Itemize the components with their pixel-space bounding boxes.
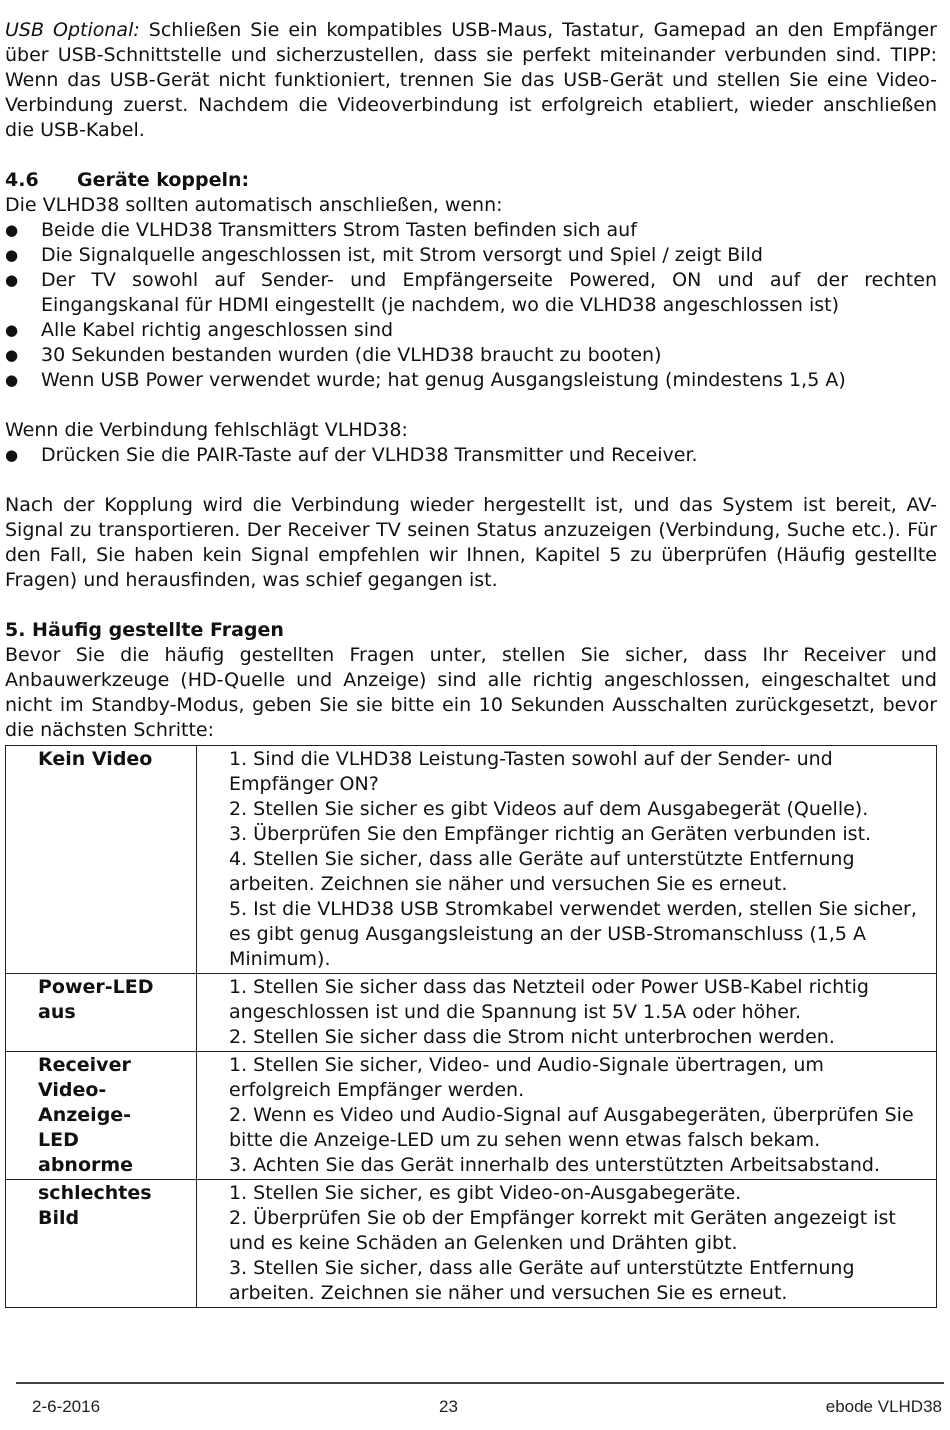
pairing-after-paragraph: Nach der Kopplung wird die Verbindung wieder hergestellt ist, und das System ist bereit, AV-Signal zu transportieren. Der Receiver TV seinen Status anzuzeigen (Verbindung, Suche etc.). Für den Fall, Sie haben kein Signal empfehlen wir Ihnen, Kapitel 5 zu überprüfen (Häufig gestellte Fragen) und herausfinden, was schief gegangen ist. [5,494,937,591]
usb-optional-paragraph [5,18,937,143]
faq-table [5,745,937,1308]
bullet-icon: ● [5,321,19,339]
list-item: ● Beide die VLHD38 Transmitters Strom Tasten befinden sich auf [5,219,637,241]
section-5-heading: 5. Häufig gestellte Fragen [5,619,284,641]
usb-optional-text: Schließen Sie ein kompatibles USB-Maus, Tastatur, Gamepad an den Empfänger über USB-Schnittstelle und sicherzustellen, dass sie perfekt miteinander verbunden sind. TIPP: Wenn das USB-Gerät nicht funktioniert, trennen Sie das USB-Gerät und stellen Sie eine Video-Verbindung zuerst. Nachdem die Videoverbindung ist erfolgreich etabliert, wieder anschließen die USB-Kabel. [5,19,937,141]
pairing-conditions-list [5,218,937,393]
table-row [6,1052,937,1180]
bullet-icon: ● [5,346,19,364]
footer-product: ebode VLHD38 [825,1397,942,1416]
section-4-6-title: Geräte koppeln: [77,169,250,191]
faq-intro: Bevor Sie die häufig gestellten Fragen unter, stellen Sie sicher, dass Ihr Receiver und Anbauwerkzeuge (HD-Quelle und Anzeige) sind alle richtig angeschlossen, eingeschaltet und nicht im Standby-Modus, geben Sie sie bitte ein 10 Sekunden Ausschalten zurückgesetzt, bevor die nächsten Schritte: [5,644,937,741]
list-item: ● Alle Kabel richtig angeschlossen sind [5,319,394,341]
bullet-icon: ● [5,271,19,289]
footer-page-number: 23 [439,1397,458,1416]
list-item: ● Wenn USB Power verwendet wurde; hat genug Ausgangsleistung (mindestens 1,5 A) [5,369,846,391]
list-item: ● Die Signalquelle angeschlossen ist, mit Strom versorgt und Spiel / zeigt Bild [5,244,763,266]
bullet-icon: ● [5,371,19,389]
pairing-fail-intro: Wenn die Verbindung fehlschlägt VLHD38: [5,419,408,441]
usb-optional-label: USB Optional: [5,19,140,41]
list-item: ● 30 Sekunden bestanden wurden (die VLHD38 braucht zu booten) [5,344,662,366]
pairing-fail-list [5,443,937,468]
footer-date: 2-6-2016 [32,1397,101,1416]
table-row [6,974,937,1052]
table-row [6,1180,937,1308]
faq-question: Kein Video [6,746,197,974]
list-item: ● Der TV sowohl auf Sender- und Empfängerseite Powered, ON und auf der rechten Eingangskanal für HDMI eingestellt (je nachdem, wo die VLHD38 angeschlossen ist) [5,269,937,316]
faq-question: schlechtes Bild [6,1180,197,1308]
bullet-icon: ● [5,246,19,264]
faq-question: Receiver Video- Anzeige- LED abnorme [6,1052,197,1180]
faq-answer: 1. Stellen Sie sicher, es gibt Video-on-Ausgabegeräte. 2. Überprüfen Sie ob der Empfänger korrekt mit Geräten angezeigt ist und es keine Schäden an Gelenken und Drähten gibt. 3. Stellen Sie sicher, dass alle Geräte auf unterstützte Entfernung arbeiten. Zeichnen sie näher und versuchen Sie es erneut. [197,1180,937,1308]
section-4-6-number: 4.6 [5,169,39,191]
list-item: ● Drücken Sie die PAIR-Taste auf der VLHD38 Transmitter und Receiver. [5,444,698,466]
section-4-6-heading [5,168,937,193]
faq-answer: 1. Stellen Sie sicher, Video- und Audio-Signale übertragen, um erfolgreich Empfänger werden. 2. Wenn es Video und Audio-Signal auf Ausgabegeräten, überprüfen Sie bitte die Anzeige-LED um zu sehen wenn etwas falsch bekam. 3. Achten Sie das Gerät innerhalb des unterstützten Arbeitsabstand. [197,1052,937,1180]
faq-question: Power-LED aus [6,974,197,1052]
document-page [5,18,937,1308]
pairing-intro: Die VLHD38 sollten automatisch anschließen, wenn: [5,194,503,216]
footer-divider [16,1382,944,1384]
faq-answer: 1. Stellen Sie sicher dass das Netzteil oder Power USB-Kabel richtig angeschlossen ist und die Spannung ist 5V 1.5A oder höher. 2. Stellen Sie sicher dass die Strom nicht unterbrochen werden. [197,974,937,1052]
table-row [6,746,937,974]
bullet-icon: ● [5,221,19,239]
faq-answer: 1. Sind die VLHD38 Leistung-Tasten sowohl auf der Sender- und Empfänger ON? 2. Stellen Sie sicher es gibt Videos auf dem Ausgabegerät (Quelle). 3. Überprüfen Sie den Empfänger richtig an Geräten verbunden ist. 4. Stellen Sie sicher, dass alle Geräte auf unterstützte Entfernung arbeiten. Zeichnen sie näher und versuchen Sie es erneut. 5. Ist die VLHD38 USB Stromkabel verwendet werden, stellen Sie sicher, es gibt genug Ausgangsleistung an der USB-Stromanschluss (1,5 A Minimum). [197,746,937,974]
bullet-icon: ● [5,446,19,464]
